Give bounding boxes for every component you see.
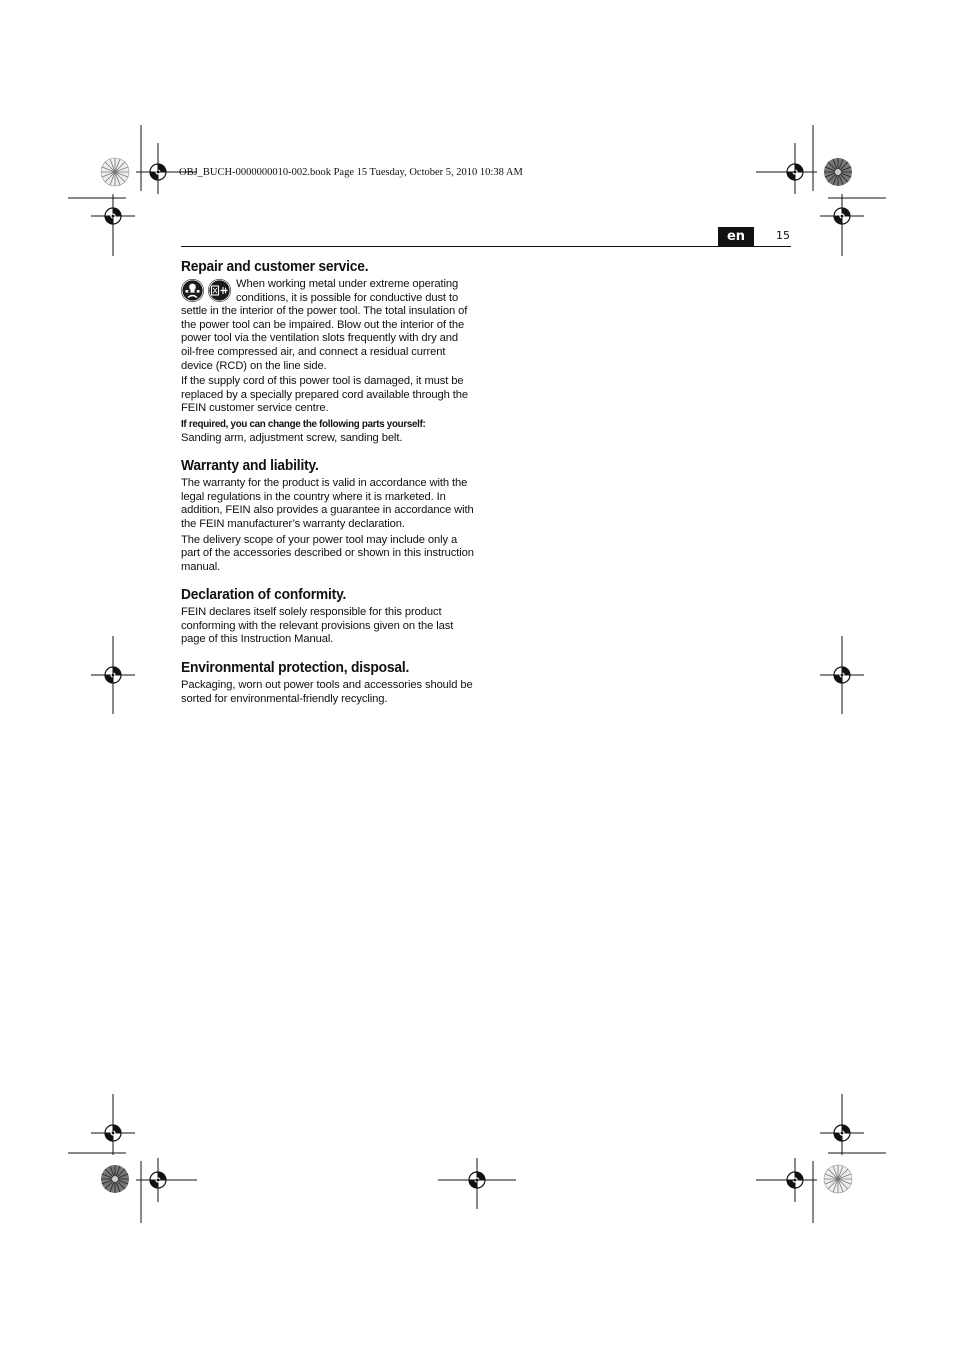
- section-title-warranty: Warranty and liability.: [181, 457, 319, 475]
- eye-protection-icon: [181, 279, 204, 302]
- safety-icons: [181, 279, 233, 305]
- warranty-paragraph-2: The delivery scope of your power tool may include only a part of the accessories described or shown in this instruction manual.: [181, 533, 474, 573]
- repair-paragraph-1: When working metal under extreme operating conditions, it is possible for conductive dust to settle in the interior of the power tool. The total insulation of the power tool can be impaired. Blow out the interior of the power tool via the ventilation slots frequently with dry and oil-free compressed air, and connect a residual current device (RCD) on the line side.: [181, 278, 468, 372]
- environment-paragraph: Packaging, worn out power tools and accessories should be sorted for environmental-friendly recycling.: [181, 679, 473, 705]
- section-title-repair: Repair and customer service.: [181, 258, 369, 275]
- language-badge: en: [718, 227, 754, 247]
- print-info-line: OBJ_BUCH-0000000010-002.book Page 15 Tuesday, October 5, 2010 10:38 AM: [179, 167, 523, 178]
- main-column: [181, 258, 475, 718]
- page-number: 15: [776, 229, 790, 242]
- parts-list: Sanding arm, adjustment screw, sanding belt.: [181, 431, 403, 444]
- section-warranty: [181, 457, 475, 574]
- section-repair: [181, 258, 475, 445]
- disconnect-plug-icon: [208, 279, 231, 302]
- parts-heading: If required, you can change the following parts yourself:: [181, 417, 426, 430]
- repair-intro: [181, 278, 475, 373]
- section-conformity: [181, 586, 475, 647]
- conformity-paragraph: FEIN declares itself solely responsible for this product conforming with the relevant provisions given on the last page of this Instruction Manual.: [181, 606, 454, 646]
- warranty-paragraph-1: The warranty for the product is valid in accordance with the legal regulations in the country where it is marketed. In addition, FEIN also provides a guarantee in accordance with the FEIN manufacturer’s warranty declaration.: [181, 477, 474, 530]
- section-title-environment: Environmental protection, disposal.: [181, 659, 410, 677]
- section-title-conformity: Declaration of conformity.: [181, 586, 347, 604]
- header-rule: [181, 246, 791, 247]
- repair-paragraph-2: If the supply cord of this power tool is damaged, it must be replaced by a specially prepared cord available through the FEIN customer service centre.: [181, 375, 469, 415]
- section-environment: [181, 659, 475, 706]
